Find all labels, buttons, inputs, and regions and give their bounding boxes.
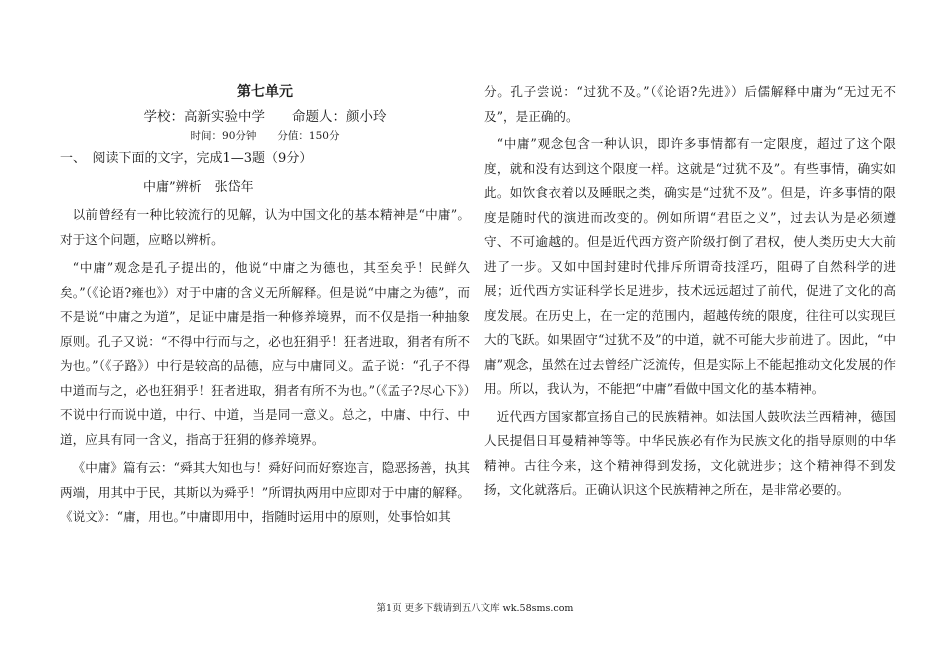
right-column — [484, 80, 896, 503]
exam-meta-line: 时间：90分钟 分值：150分 — [190, 130, 340, 142]
paragraph: “中庸”观念是孔子提出的，他说“中庸之为德也，其至矣乎！民鲜久矣。”（《论语?雍也》）对于中庸的含义无所解释。但是说“中庸之为德”，而不是说“中庸之为道”，足证中庸是指一种修养境界，而不仅是指一种抽象原则。孔子又说：“不得中行而与之，必也狂狷乎！狂者进取，狷者有所不为也。”（《子路》）中行是较高的品德，应与中庸同义。孟子说：“孔子不得中道而与之，必也狂狷乎！狂者进取，狷者有所不为也。”（《孟子?尽心下》）不说中行而说中道，中行、中道，当是同一意义。总之，中庸、中行、中道，应具有同一含义，指高于狂狷的修养境界。 — [60, 260, 470, 447]
left-column — [60, 82, 470, 530]
paragraph: “中庸”观念包含一种认识，即许多事情都有一定限度，超过了这个限度，就和没有达到这个限度一样。这就是“过犹不及”。有些事情，确实如此。如饮食衣着以及睡眠之类，确实是“过犹不及”。但是，许多事情的限度是随时代的演进而改变的。例如所谓“君臣之义”，过去认为是必须遵守、不可逾越的。但是近代西方资产阶级打倒了君权，使人类历史大大前进了一步。又如中国封建时代排斥所谓奇技淫巧，阻碍了自然科学的进展；近代西方实证科学长足进步，技术远远超过了前代，促进了文化的高度发展。在历史上，在一定的范围内，超越传统的限度，往往可以实现巨大的飞跃。如果固守“过犹不及”的中道，就不可能大步前进了。因此，“中庸”观念，虽然在过去曾经广泛流传，但是实际上不能起推动文化发展的作用。所以，我认为，不能把“中庸”看做中国文化的基本精神。 — [484, 136, 896, 396]
section-heading: 一、 阅读下面的文字，完成1—3题（9分） — [60, 151, 313, 166]
paragraph: 以前曾经有一种比较流行的见解，认为中国文化的基本精神是“中庸”。对于这个问题，应略以辨析。 — [60, 207, 470, 247]
paragraph: 近代西方国家都宣扬自己的民族精神。如法国人鼓吹法兰西精神，德国人民提倡日耳曼精神等等。中华民族必有作为民族文化的指导原则的中华精神。古往今来，这个精神得到发扬，文化就进步；这个精神得不到发扬，文化就落后。正确认识这个民族精神之所在，是非常必要的。 — [484, 408, 896, 497]
paragraph: 《中庸》篇有云：“舜其大知也与！舜好问而好察迩言，隐恶扬善，执其两端，用其中于民，其斯以为舜乎！”所谓执两用中应即对于中庸的解释。《说文》：“庸，用也。”中庸即用中，指随时运用中的原则，处事恰如其 — [60, 460, 470, 524]
article-title: 中庸”辨析 张岱年 — [143, 180, 254, 195]
school-line: 学校：高新实验中学 命题人：颜小玲 — [143, 109, 387, 125]
page-footer: 第1页 更多下载请到五八文库 wk.58sms.com — [376, 603, 574, 614]
paragraph: 分。孔子尝说：“过犹不及。”（《论语?先进》）后儒解释中庸为“无过无不及”，是正确的。 — [484, 84, 896, 124]
unit-title: 第七单元 — [237, 84, 293, 100]
